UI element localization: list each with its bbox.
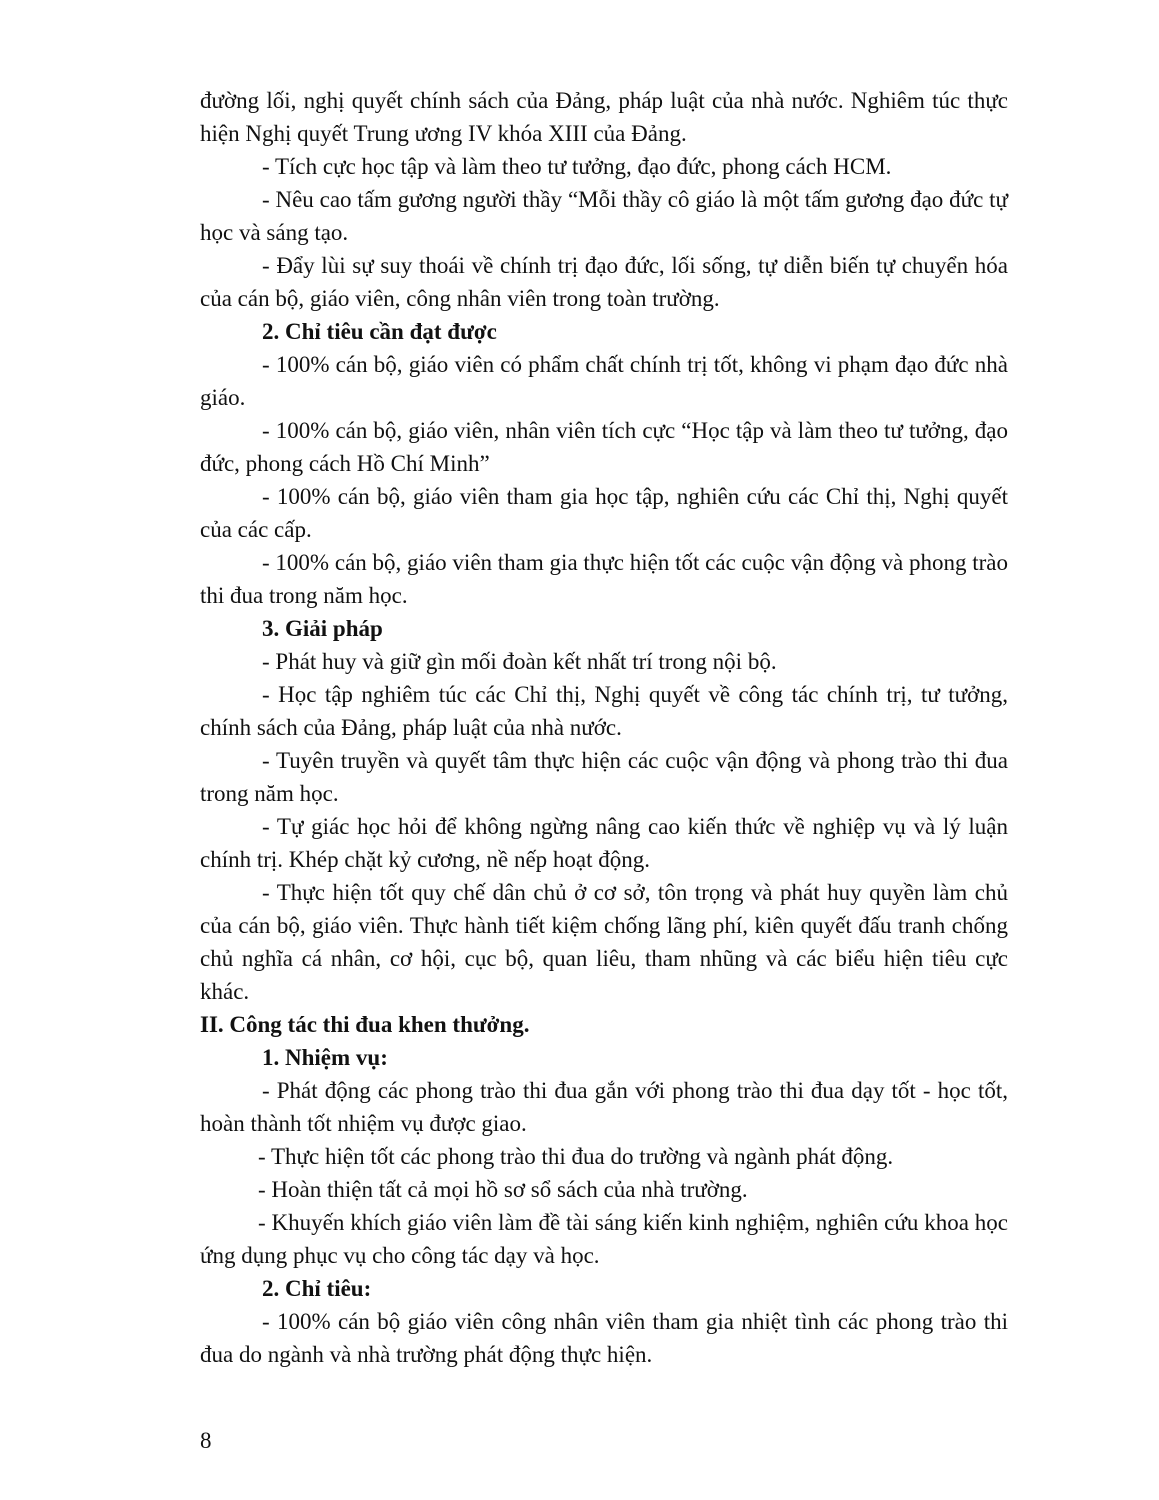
part-2-sub1-heading: 1. Nhiệm vụ:: [262, 1045, 388, 1070]
part-2-sub2-heading: 2. Chỉ tiêu:: [262, 1276, 372, 1301]
section-3-item: - Tự giác học hỏi để không ngừng nâng cao kiến thức về nghiệp vụ và lý luận chính trị. Khép chặt kỷ cương, nề nếp hoạt động.: [200, 814, 1008, 872]
intro-bullet: - Tích cực học tập và làm theo tư tưởng, đạo đức, phong cách HCM.: [262, 154, 892, 179]
intro-bullet: - Đẩy lùi sự suy thoái về chính trị đạo đức, lối sống, tự diễn biến tự chuyển hóa của cán bộ, giáo viên, công nhân viên trong toàn trường.: [200, 253, 1008, 311]
part-2-heading: II. Công tác thi đua khen thưởng.: [200, 1012, 530, 1037]
section-3-item: - Thực hiện tốt quy chế dân chủ ở cơ sở, tôn trọng và phát huy quyền làm chủ của cán bộ, giáo viên. Thực hành tiết kiệm chống lãng phí, kiên quyết đấu tranh chống chủ nghĩa cá nhân, cơ hội, cục bộ, quan liêu, tham nhũng và các biểu hiện tiêu cực khác.: [200, 880, 1008, 1004]
section-3-item: - Học tập nghiêm túc các Chỉ thị, Nghị quyết về công tác chính trị, tư tưởng, chính sách của Đảng, pháp luật của nhà nước.: [200, 682, 1008, 740]
section-3-item: - Tuyên truyền và quyết tâm thực hiện các cuộc vận động và phong trào thi đua trong năm học.: [200, 748, 1008, 806]
section-2-heading: 2. Chỉ tiêu cần đạt được: [262, 319, 497, 344]
section-2-item: - 100% cán bộ, giáo viên tham gia thực hiện tốt các cuộc vận động và phong trào thi đua trong năm học.: [200, 550, 1008, 608]
intro-bullet: - Nêu cao tấm gương người thầy “Mỗi thầy cô giáo là một tấm gương đạo đức tự học và sáng tạo.: [200, 187, 1008, 245]
section-2-item: - 100% cán bộ, giáo viên tham gia học tập, nghiên cứu các Chỉ thị, Nghị quyết của các cấp.: [200, 484, 1008, 542]
section-2-item: - 100% cán bộ, giáo viên, nhân viên tích cực “Học tập và làm theo tư tưởng, đạo đức, phong cách Hồ Chí Minh”: [200, 418, 1008, 476]
part-2-sub1-item: - Hoàn thiện tất cả mọi hồ sơ sổ sách của nhà trường.: [258, 1177, 748, 1202]
part-2-sub1-item: - Phát động các phong trào thi đua gắn với phong trào thi đua dạy tốt - học tốt, hoàn thành tốt nhiệm vụ được giao.: [200, 1078, 1008, 1136]
intro-paragraph: đường lối, nghị quyết chính sách của Đảng, pháp luật của nhà nước. Nghiêm túc thực hiện Nghị quyết Trung ương IV khóa XIII của Đảng.: [200, 88, 1008, 146]
section-2-item: - 100% cán bộ, giáo viên có phẩm chất chính trị tốt, không vi phạm đạo đức nhà giáo.: [200, 352, 1008, 410]
part-2-sub1-item: - Khuyến khích giáo viên làm đề tài sáng kiến kinh nghiệm, nghiên cứu khoa học ứng dụng phục vụ cho công tác dạy và học.: [200, 1210, 1008, 1268]
part-2-sub1-item: - Thực hiện tốt các phong trào thi đua do trường và ngành phát động.: [258, 1144, 894, 1169]
section-3-heading: 3. Giải pháp: [262, 616, 383, 641]
part-2-sub2-item: - 100% cán bộ giáo viên công nhân viên tham gia nhiệt tình các phong trào thi đua do ngành và nhà trường phát động thực hiện.: [200, 1309, 1008, 1367]
page-number: 8: [200, 1428, 212, 1453]
section-3-item: - Phát huy và giữ gìn mối đoàn kết nhất trí trong nội bộ.: [262, 649, 777, 674]
document-page: [200, 84, 1008, 1371]
